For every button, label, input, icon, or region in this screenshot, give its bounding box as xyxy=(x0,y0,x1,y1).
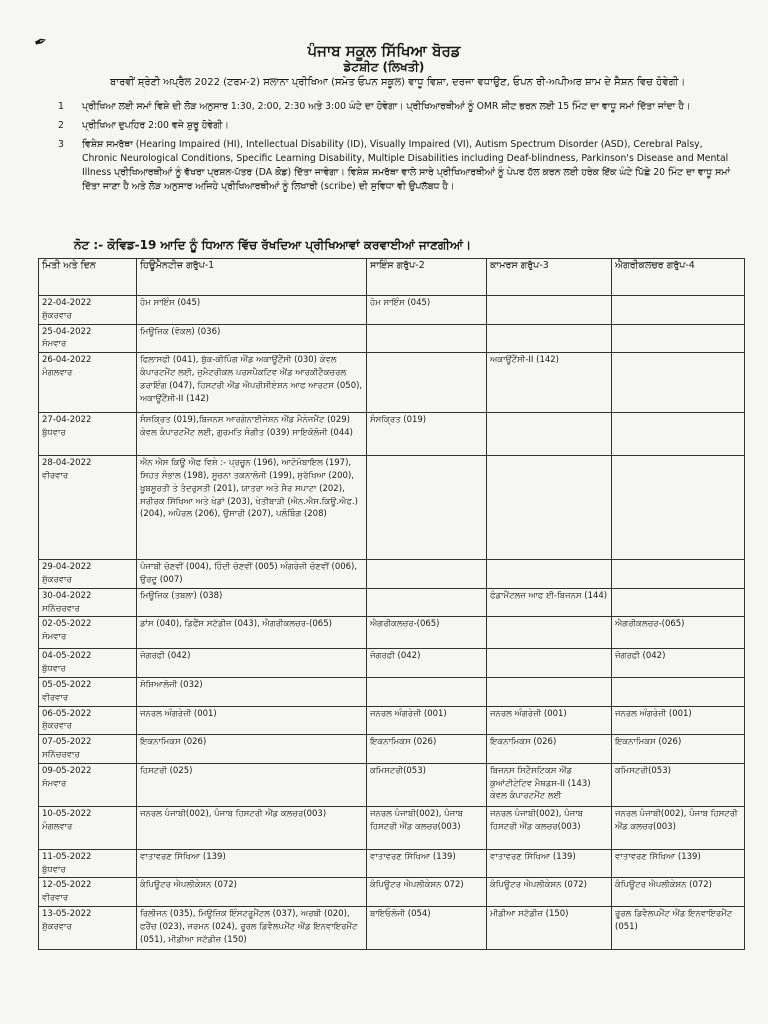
exam-day: ਸੋਮਵਾਰ xyxy=(42,339,67,350)
table-row xyxy=(39,296,745,325)
agriculture-cell xyxy=(612,677,745,706)
note-number: 2 xyxy=(58,120,64,131)
agriculture-cell: ਜੋਗਰਫੀ (042) xyxy=(612,649,745,678)
table-row xyxy=(39,706,745,735)
agriculture-cell: ਵਾਤਾਵਰਣ ਸਿੱਖਿਆ (139) xyxy=(612,849,745,878)
science-cell xyxy=(367,353,487,413)
covid-note: ਨੋਟ :- ਕੋਵਿਡ-19 ਆਦਿ ਨੂੰ ਧਿਆਨ ਵਿੱਚ ਰੱਖਦਿਆ ਪ੍ਰੀਖਿਆਵਾਂ ਕਰਵਾਈਆਂ ਜਾਣਗੀਆਂ। xyxy=(74,238,472,252)
column-header-humanities: ਹਿਊਮੈਨਟੀਜ਼ ਗਰੁੱਪ-1 xyxy=(137,259,367,296)
science-cell: ਵਾਤਾਵਰਣ ਸਿੱਖਿਆ (139) xyxy=(367,849,487,878)
science-cell: ਕੰਪਿਊਟਰ ਐਪਲੀਕੇਸ਼ਨ 072) xyxy=(367,878,487,907)
table-row xyxy=(39,906,745,949)
humanities-cell: ਫਿਲਾਸਫੀ (041), ਬੁੱਕ-ਕੀਪਿੰਗ ਐਂਡ ਅਕਾਊਂਟੈਂਸੀ (030) ਕੇਵਲ ਕੰਪਾਰਟਮੈਂਟ ਲਈ, ਜੁਮੈਟਰੀਕਲ ਪਰਸਪੈਕਟਿਵ ਐਂਡ ਆਰਕੀਟੈਕਚਰਲ ਡਰਾਇੰਗ (047), ਹਿਸਟਰੀ ਐਂਡ ਐਪਰੀਸੀਏਸ਼ਨ ਆਫ ਆਰਟਸ (050), ਅਕਾਊਂਟੈਂਸੀ-II (142) xyxy=(137,353,367,413)
table-row xyxy=(39,849,745,878)
exam-date: 09-05-2022 xyxy=(42,765,92,776)
agriculture-cell: ਐਗਰੀਕਲਚਰ-(065) xyxy=(612,617,745,649)
date-cell xyxy=(39,735,137,764)
science-cell xyxy=(367,588,487,617)
commerce-cell xyxy=(487,649,612,678)
humanities-cell: ਇਕਨਾਮਿਕਸ (026) xyxy=(137,735,367,764)
table-row xyxy=(39,588,745,617)
note-text: ਪ੍ਰੀਖਿਆ ਦੁਪਹਿਰ 2:00 ਵਜੇ ਸ਼ੁਰੂ ਹੋਵੇਗੀ। xyxy=(82,120,229,131)
exam-date: 28-04-2022 xyxy=(42,458,92,469)
date-cell xyxy=(39,763,137,806)
date-cell xyxy=(39,296,137,325)
agriculture-cell: ਜਨਰਲ ਪੰਜਾਬੀ(002), ਪੰਜਾਬ ਹਿਸਟਰੀ ਐਂਡ ਕਲਚਰ(003) xyxy=(612,806,745,849)
commerce-cell: ਇਕਨਾਮਿਕਸ (026) xyxy=(487,735,612,764)
commerce-cell: ਕੰਪਿਊਟਰ ਐਪਲੀਕੇਸ਼ਨ (072) xyxy=(487,878,612,907)
science-cell: ਸੰਸਕ੍ਰਿਤ (019) xyxy=(367,413,487,456)
exam-date: 07-05-2022 xyxy=(42,737,92,748)
note-text: ਪ੍ਰੀਖਿਆ ਲਈ ਸਮਾਂ ਵਿਸ਼ੇ ਦੀ ਲੋੜ ਅਨੁਸਾਰ 1:30, 2:00, 2:30 ਅਤੇ 3:00 ਘੰਟੇ ਦਾ ਹੋਵੇਗਾ। ਪ੍ਰੀਖਿਆਰਥੀਆਂ ਨੂੰ OMR ਸ਼ੀਟ ਭਰਨ ਲਈ 15 ਮਿੰਟ ਦਾ ਵਾਧੂ ਸਮਾਂ ਦਿੱਤਾ ਜਾਂਦਾ ਹੈ। xyxy=(82,101,691,112)
science-cell: ਬਾਇਓਲੋਜੀ (054) xyxy=(367,906,487,949)
commerce-cell xyxy=(487,296,612,325)
column-header-science: ਸਾਇੰਸ ਗਰੁੱਪ-2 xyxy=(367,259,487,296)
exam-day: ਸੋਮਵਾਰ xyxy=(42,778,67,789)
commerce-cell xyxy=(487,456,612,560)
table-row xyxy=(39,456,745,560)
exam-day: ਮੰਗਲਵਾਰ xyxy=(42,367,73,378)
date-cell xyxy=(39,849,137,878)
exam-date: 29-04-2022 xyxy=(42,562,92,573)
agriculture-cell: ਕਮਿਸਟਰੀ(053) xyxy=(612,763,745,806)
humanities-cell: ਹੋਮ ਸਾਇੰਸ (045) xyxy=(137,296,367,325)
date-cell xyxy=(39,456,137,560)
agriculture-cell: ਜਨਰਲ ਅੰਗਰੇਜ਼ੀ (001) xyxy=(612,706,745,735)
table-row xyxy=(39,413,745,456)
exam-day: ਸ਼ੁੱਕਰਵਾਰ xyxy=(42,574,72,585)
exam-day: ਬੁੱਧਵਾਰ xyxy=(42,664,66,675)
science-cell xyxy=(367,456,487,560)
exam-date: 27-04-2022 xyxy=(42,415,92,426)
commerce-cell: ਮੀਡੀਆ ਸਟੱਡੀਜ਼ (150) xyxy=(487,906,612,949)
humanities-cell: ਜੋਗਰਫੀ (042) xyxy=(137,649,367,678)
pen-mark-icon: ✒ xyxy=(31,30,51,53)
exam-day: ਸੋਮਵਾਰ xyxy=(42,632,67,643)
schedule-table xyxy=(38,258,745,950)
note-number: 1 xyxy=(58,101,64,112)
date-cell xyxy=(39,617,137,649)
date-cell xyxy=(39,706,137,735)
science-cell: ਹੋਮ ਸਾਇੰਸ (045) xyxy=(367,296,487,325)
date-cell xyxy=(39,324,137,353)
note-item xyxy=(58,100,738,114)
exam-date: 05-05-2022 xyxy=(42,679,92,690)
science-cell xyxy=(367,677,487,706)
commerce-cell xyxy=(487,324,612,353)
date-cell xyxy=(39,588,137,617)
date-cell xyxy=(39,413,137,456)
exam-day: ਵੀਰਵਾਰ xyxy=(42,893,69,904)
commerce-cell: ਜਨਰਲ ਅੰਗਰੇਜ਼ੀ (001) xyxy=(487,706,612,735)
note-number: 3 xyxy=(58,139,64,150)
commerce-cell: ਅਕਾਊਂਟੈਂਸੀ-II (142) xyxy=(487,353,612,413)
exam-day: ਮੰਗਲਵਾਰ xyxy=(42,821,73,832)
column-header-agriculture: ਐਗਰੀਕਲਚਰ ਗਰੁੱਪ-4 xyxy=(612,259,745,296)
exam-day: ਸ਼ੁੱਕਰਵਾਰ xyxy=(42,721,72,732)
date-cell xyxy=(39,649,137,678)
humanities-cell: ਐਨ ਐਸ ਕਿਊ ਐਫ ਵਿਸ਼ੇ :- ਪ੍ਰਚੂਨ (196), ਆਟੋਮੋਬਾਇਲ (197), ਸਿਹਤ ਸੰਭਾਲ (198), ਸੂਚਨਾ ਤਕਨਾਲੋਜੀ (199), ਸੁਰੱਖਿਆ (200), ਖੂਬਸੂਰਤੀ ਤੇ ਤੰਦਰੁਸਤੀ (201), ਯਾਤਰਾ ਅਤੇ ਸੈਰ ਸਪਾਟਾ (202), ਸਰੀਰਕ ਸਿੱਖਿਆ ਅਤੇ ਖੇਡਾਂ (203), ਖੇਤੀਬਾੜੀ (ਐਨ.ਐਸ.ਕਿਊ.ਐਫ.) (204), ਅਪੈਰਲ (206), ਉਸਾਰੀ (207), ਪਲੰਬਿੰਗ (208) xyxy=(137,456,367,560)
science-cell: ਇਕਨਾਮਿਕਸ (026) xyxy=(367,735,487,764)
science-cell: ਕਮਿਸਟਰੀ(053) xyxy=(367,763,487,806)
exam-date: 25-04-2022 xyxy=(42,326,92,337)
agriculture-cell: ਰੂਰਲ ਡਿਵੈਲਪਮੈਂਟ ਐਂਡ ਇਨਵਾਇਰਮੈਂਟ (051) xyxy=(612,906,745,949)
exam-day: ਸਨਿੱਚਰਵਾਰ xyxy=(42,603,80,614)
commerce-cell xyxy=(487,677,612,706)
table-row xyxy=(39,353,745,413)
table-row xyxy=(39,677,745,706)
humanities-cell: ਜਨਰਲ ਅੰਗਰੇਜ਼ੀ (001) xyxy=(137,706,367,735)
exam-day: ਬੁੱਧਵਾਰ xyxy=(42,427,66,438)
table-row xyxy=(39,735,745,764)
commerce-cell xyxy=(487,560,612,589)
humanities-cell: ਹਿਸਟਰੀ (025) xyxy=(137,763,367,806)
exam-day: ਵੀਰਵਾਰ xyxy=(42,692,69,703)
agriculture-cell xyxy=(612,413,745,456)
agriculture-cell xyxy=(612,560,745,589)
agriculture-cell: ਇਕਨਾਮਿਕਸ (026) xyxy=(612,735,745,764)
exam-day: ਸ਼ੁੱਕਰਵਾਰ xyxy=(42,921,72,932)
humanities-cell: ਮਿਊਜ਼ਿਕ (ਵੋਕਲ) (036) xyxy=(137,324,367,353)
intro-text: ਬਾਰਵੀਂ ਸ਼੍ਰੇਣੀ ਅਪ੍ਰੈਲ 2022 (ਟਰਮ-2) ਸਲਾਨਾ ਪ੍ਰੀਖਿਆ (ਸਮੇਤ ਓਪਨ ਸਕੂਲ) ਵਾਧੂ ਵਿਸ਼ਾ, ਦਰਜਾ ਵਧਾਉਣ, ਓਪਨ ਰੀ-ਅਪੀਅਰ ਸ਼ਾਮ ਦੇ ਸੈਸ਼ਨ ਵਿਚ ਹੋਵੇਗੀ। xyxy=(110,77,686,88)
exam-date: 13-05-2022 xyxy=(42,908,92,919)
exam-day: ਸ਼ੁੱਕਰਵਾਰ xyxy=(42,310,72,321)
table-row xyxy=(39,649,745,678)
table-row xyxy=(39,806,745,849)
date-cell xyxy=(39,878,137,907)
note-item xyxy=(58,138,738,194)
commerce-cell xyxy=(487,413,612,456)
exam-date: 12-05-2022 xyxy=(42,880,92,891)
table-row xyxy=(39,324,745,353)
science-cell xyxy=(367,560,487,589)
table-row xyxy=(39,878,745,907)
table-row xyxy=(39,763,745,806)
exam-date: 22-04-2022 xyxy=(42,298,92,308)
date-cell xyxy=(39,560,137,589)
note-text: ਵਿਸ਼ੇਸ਼ ਸਮਰੱਥਾ (Hearing Impaired (HI), Intellectual Disability (ID), Visually Impaired (VI), Autism Spectrum Disorder (ASD), Cerebral Palsy, Chronic Neurological Conditions, Specific Learning Disability, Multiple Disabilities including Deaf-blindness, Parkinson's Disease and Mental Illness ਪ੍ਰੀਖਿਆਰਥੀਆਂ ਨੂੰ ਵੱਖਰਾ ਪ੍ਰਸ਼ਨ-ਪੱਤਰ (DA ਕੋਡ) ਦਿੱਤਾ ਜਾਵੇਗਾ। ਵਿਸ਼ੇਸ਼ ਸਮਰੱਥਾ ਵਾਲੇ ਸਾਰੇ ਪ੍ਰੀਖਿਆਰਥੀਆਂ ਨੂੰ ਪੇਪਰ ਹੱਲ ਕਰਨ ਲਈ ਹਰੇਕ ਇੱਕ ਘੰਟੇ ਪਿੱਛੇ 20 ਮਿੰਟ ਦਾ ਵਾਧੂ ਸਮਾਂ ਦਿੱਤਾ ਜਾਣਾ ਹੈ ਅਤੇ ਲੋੜ ਅਨੁਸਾਰ ਅਜਿਹੇ ਪ੍ਰੀਖਿਆਰਥੀਆਂ ਨੂੰ ਲਿਖਾਰੀ (scribe) ਦੀ ਸੁਵਿਧਾ ਵੀ ਉਪਲੱਬਧ ਹੈ। xyxy=(82,139,731,192)
humanities-cell: ਡਾਂਸ (040), ਡਿਫੈਂਸ ਸਟੱਡੀਜ਼ (043), ਐਗਰੀਕਲਚਰ-(065) xyxy=(137,617,367,649)
commerce-cell: ਫੰਡਾਮੈਂਟਲਜ਼ ਆਫ ਈ-ਬਿਜਨਸ (144) xyxy=(487,588,612,617)
column-header-commerce: ਕਾਮਰਸ ਗਰੁੱਪ-3 xyxy=(487,259,612,296)
humanities-cell: ਸੋਸ਼ਿਆਲੋਜੀ (032) xyxy=(137,677,367,706)
exam-date: 06-05-2022 xyxy=(42,708,92,719)
science-cell: ਐਗਰੀਕਲਚਰ-(065) xyxy=(367,617,487,649)
exam-date: 26-04-2022 xyxy=(42,355,92,366)
date-cell xyxy=(39,806,137,849)
board-title: ਪੰਜਾਬ ਸਕੂਲ ਸਿੱਖਿਆ ਬੋਰਡ xyxy=(307,42,461,60)
agriculture-cell xyxy=(612,324,745,353)
agriculture-cell: ਕੰਪਿਊਟਰ ਐਪਲੀਕੇਸ਼ਨ (072) xyxy=(612,878,745,907)
table-row xyxy=(39,560,745,589)
commerce-cell: ਜਨਰਲ ਪੰਜਾਬੀ(002), ਪੰਜਾਬ ਹਿਸਟਰੀ ਐਂਡ ਕਲਚਰ(003) xyxy=(487,806,612,849)
exam-date: 10-05-2022 xyxy=(42,808,92,819)
exam-date: 02-05-2022 xyxy=(42,619,92,630)
date-cell xyxy=(39,353,137,413)
exam-date: 04-05-2022 xyxy=(42,651,92,662)
table-header-row xyxy=(39,259,745,296)
science-cell xyxy=(367,324,487,353)
exam-day: ਵੀਰਵਾਰ xyxy=(42,470,69,481)
date-cell xyxy=(39,906,137,949)
humanities-cell: ਪੰਜਾਬੀ ਚੋਣਵੀਂ (004), ਹਿੰਦੀ ਚੋਣਵੀਂ (005) ਅੰਗਰੇਜ਼ੀ ਚੋਣਵੀਂ (006), ਉਰਦੂ (007) xyxy=(137,560,367,589)
exam-date: 30-04-2022 xyxy=(42,590,92,601)
commerce-cell xyxy=(487,617,612,649)
notes-list xyxy=(58,100,738,199)
humanities-cell: ਕੰਪਿਊਟਰ ਐਪਲੀਕੇਸ਼ਨ (072) xyxy=(137,878,367,907)
date-cell xyxy=(39,677,137,706)
note-item xyxy=(58,119,738,133)
datesheet-title: ਡੇਟਸ਼ੀਟ (ਲਿਖਤੀ) xyxy=(343,60,425,74)
agriculture-cell xyxy=(612,296,745,325)
commerce-cell: ਬਿਜਨਸ ਸਿਟੈਸਟਿਕਸ ਐਂਡ ਕੁਆਂਟੀਟੇਟਿਵ ਮੈਥਡਸ-II (143) ਕੇਵਲ ਕੰਪਾਰਟਮੈਂਟ ਲਈ xyxy=(487,763,612,806)
humanities-cell: ਰਿਲੀਜਨ (035), ਮਿਊਜ਼ਿਕ ਇੰਸਟਰੂਮੈਂਟਲ (037), ਅਰਬੀ (020), ਫਰੈਂਚ (023), ਜਰਮਨ (024), ਰੂਰਲ ਡਿਵੈਲਪਮੈਂਟ ਐਂਡ ਇਨਵਾਇਰਮੈਂਟ (051), ਮੀਡੀਆ ਸਟੱਡੀਜ਼ (150) xyxy=(137,906,367,949)
humanities-cell: ਜਨਰਲ ਪੰਜਾਬੀ(002), ਪੰਜਾਬ ਹਿਸਟਰੀ ਐਂਡ ਕਲਚਰ(003) xyxy=(137,806,367,849)
agriculture-cell xyxy=(612,456,745,560)
commerce-cell: ਵਾਤਾਵਰਣ ਸਿੱਖਿਆ (139) xyxy=(487,849,612,878)
agriculture-cell xyxy=(612,588,745,617)
humanities-cell: ਸੰਸਕ੍ਰਿਤ (019),ਬਿਜਨਸ ਆਰਗੇਨਾਈਜੇਸ਼ਨ ਐਂਡ ਮੈਨੇਜਮੈਂਟ (029) ਕੇਵਲ ਕੰਪਾਰਟਮੈਂਟ ਲਈ, ਗੁਰਮਤਿ ਸੰਗੀਤ (039) ਸਾਇਕੋਲੋਜੀ (044) xyxy=(137,413,367,456)
agriculture-cell xyxy=(612,353,745,413)
humanities-cell: ਵਾਤਾਵਰਣ ਸਿੱਖਿਆ (139) xyxy=(137,849,367,878)
science-cell: ਜੋਗਰਫੀ (042) xyxy=(367,649,487,678)
column-header-date: ਮਿਤੀ ਅਤੇ ਦਿਨ xyxy=(39,259,137,296)
exam-date: 11-05-2022 xyxy=(42,851,92,862)
science-cell: ਜਨਰਲ ਪੰਜਾਬੀ(002), ਪੰਜਾਬ ਹਿਸਟਰੀ ਐਂਡ ਕਲਚਰ(003) xyxy=(367,806,487,849)
table-body xyxy=(39,296,745,950)
humanities-cell: ਮਿਊਜ਼ਿਕ (ਤਬਲਾ) (038) xyxy=(137,588,367,617)
science-cell: ਜਨਰਲ ਅੰਗਰੇਜ਼ੀ (001) xyxy=(367,706,487,735)
exam-day: ਸਨਿੱਚਰਵਾਰ xyxy=(42,749,80,760)
exam-day: ਬੁੱਧਵਾਰ xyxy=(42,864,66,875)
table-row xyxy=(39,617,745,649)
